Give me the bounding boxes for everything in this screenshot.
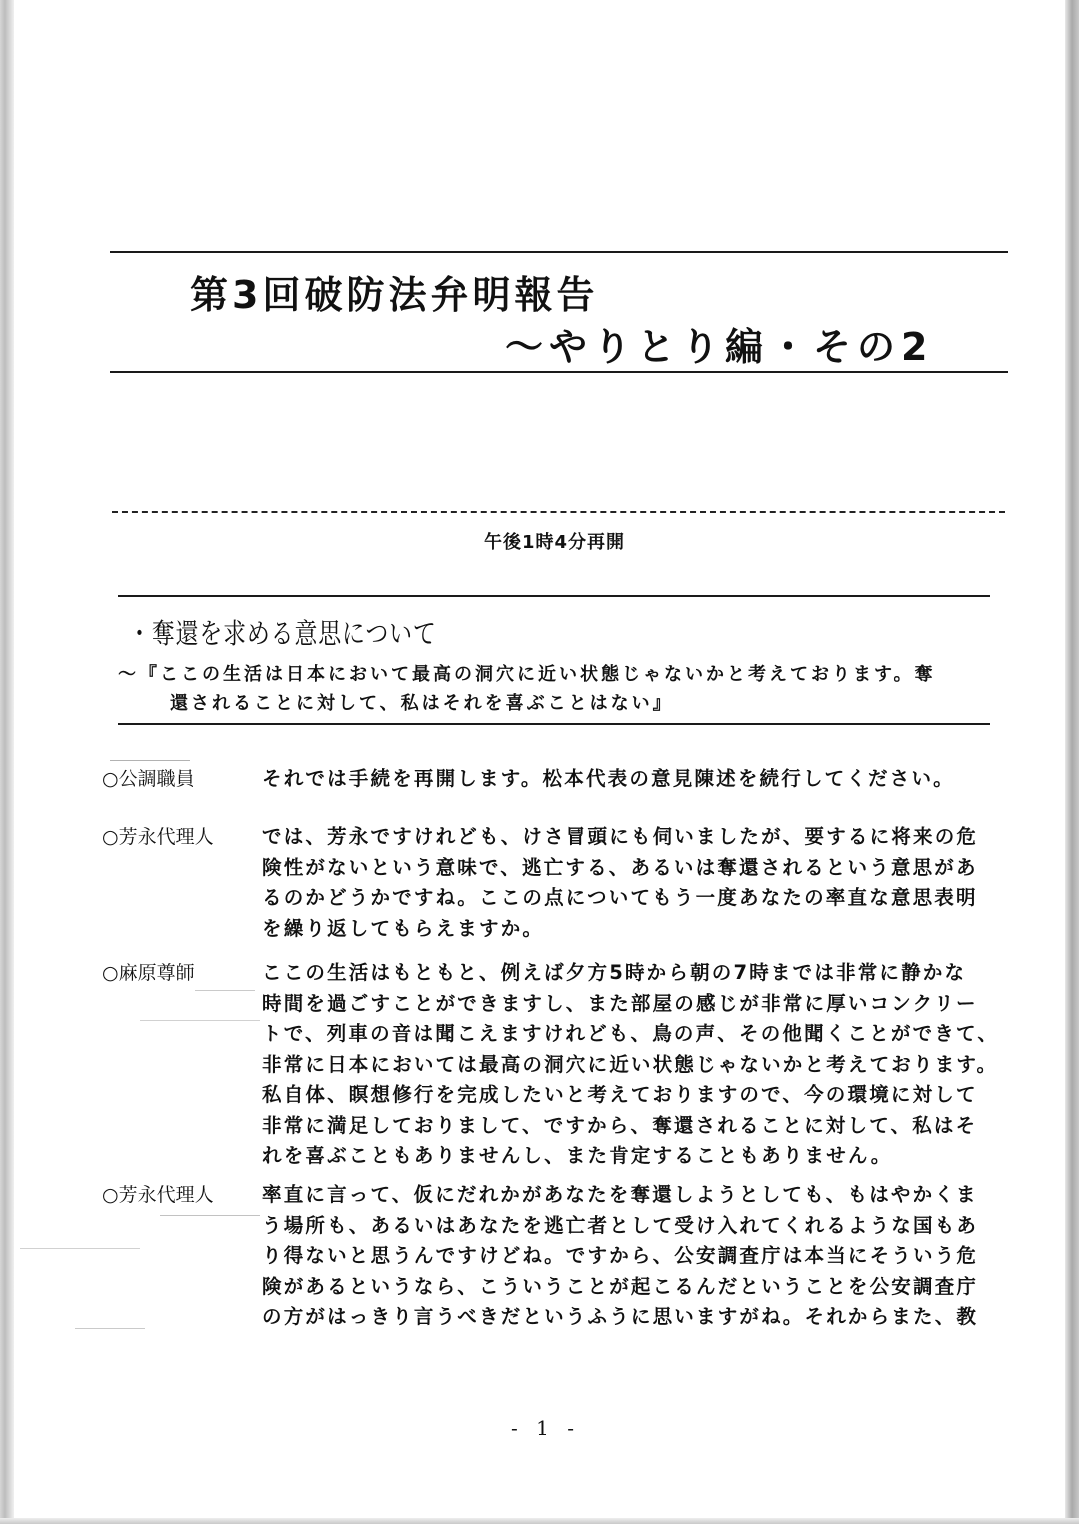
speech-text [262, 958, 1002, 1172]
title-top-rule [110, 251, 1008, 253]
speech-line: を繰り返してもらえますか。 [262, 916, 545, 940]
speech-line: 時間を過ごすことができますし、また部屋の感じが非常に厚いコンクリー [262, 991, 978, 1015]
speech-text [262, 822, 1002, 944]
title-bottom-rule [110, 371, 1008, 373]
document-subtitle: 〜やりとり編・その2 [505, 325, 934, 369]
speech-line: 私自体、瞑想修行を完成したいと考えておりますので、今の環境に対して [262, 1083, 978, 1106]
speech-line: それでは手続を再開します。松本代表の意見陳述を続行してください。 [262, 767, 955, 790]
speech-line: れを喜ぶこともありませんし、また肯定することもありません。 [262, 1144, 893, 1167]
scan-artifact [195, 990, 255, 991]
document-title: 第3回破防法弁明報告 [190, 273, 599, 317]
scan-artifact [140, 1020, 260, 1021]
dashed-divider [112, 511, 1005, 513]
speaker-label: ○公調職員 [102, 768, 195, 790]
speech-text [262, 764, 1002, 795]
section-top-rule [118, 595, 990, 597]
scan-edge-left [0, 0, 14, 1524]
scan-edge-right [1065, 0, 1079, 1524]
section-heading: ・奪還を求める意思について [128, 617, 437, 650]
speech-line: 険性がないという意味で、逃亡する、あるいは奪還されるという意思があ [262, 855, 978, 879]
scan-artifact [110, 760, 190, 761]
section-bottom-rule [118, 723, 990, 725]
speech-line: るのかどうかですね。ここの点についてもう一度あなたの率直な意思表明 [262, 886, 978, 909]
speech-line: トで、列車の音は聞こえますけれども、鳥の声、その他聞くことができて、 [262, 1022, 1000, 1045]
speech-line: り得ないと思うんですけどね。ですから、公安調査庁は本当にそういう危 [262, 1244, 979, 1267]
speech-line: 非常に満足しておりまして、ですから、奪還されることに対して、私はそ [262, 1113, 978, 1137]
resume-time: 午後1時4分再開 [483, 532, 626, 553]
speech-line: ここの生活はもともと、例えば夕方5時から朝の7時までは非常に静かな [262, 961, 967, 984]
quote-line: 還されることに対して、私はそれを喜ぶことはない』 [170, 693, 674, 714]
speech-line: 率直に言って、仮にだれかがあなたを奪還しようとしても、もはやかくま [262, 1183, 978, 1206]
speech-text [262, 1180, 1002, 1333]
scan-artifact [75, 1328, 145, 1329]
speech-line: う場所も、あるいはあなたを逃亡者として受け入れてくれるような国もあ [262, 1213, 979, 1237]
scan-edge-bottom [0, 1518, 1079, 1524]
speaker-label: ○芳永代理人 [102, 1184, 214, 1206]
speech-line: 非常に日本においては最高の洞穴に近い状態じゃないかと考えております。 [262, 1052, 999, 1076]
section-quote [118, 660, 1008, 718]
speaker-label: ○芳永代理人 [102, 826, 214, 848]
speech-line: の方がはっきり言うべきだというふうに思いますがね。それからまた、教 [262, 1305, 979, 1328]
page-number: - 1 - [511, 1416, 580, 1440]
speech-line: では、芳永ですけれども、けさ冒頭にも伺いましたが、要するに将来の危 [262, 825, 979, 848]
scan-artifact [20, 1248, 140, 1249]
speaker-label: ○麻原尊師 [102, 962, 195, 984]
quote-line: 〜『ここの生活は日本において最高の洞穴に近い状態じゃないかと考えております。奪 [118, 664, 936, 685]
scan-artifact [160, 1215, 260, 1216]
speech-line: 険があるというなら、こういうことが起こるんだということを公安調査庁 [262, 1274, 979, 1298]
